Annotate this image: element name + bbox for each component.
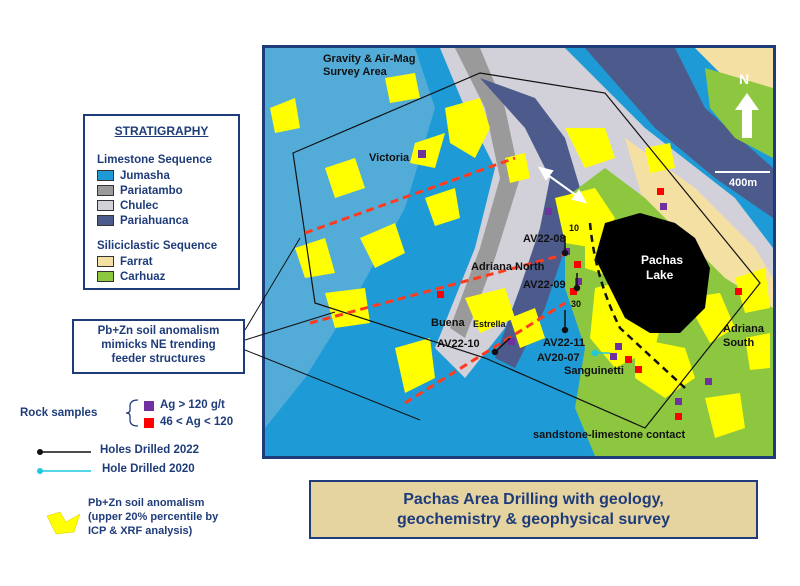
limestone-header: Limestone Sequence [97,154,213,166]
legend-label: Jumasha [120,169,170,182]
av22-09-label: AV22-09 [523,279,566,291]
legend-pariatambo [97,184,183,197]
av22-10-label: AV22-10 [437,338,480,350]
scale-label: 400m [729,177,758,189]
survey-area-label-2: Survey Area [323,66,387,78]
ag-mid-label: 46 < Ag < 120 [160,416,234,428]
ag-mid-swatch [144,418,154,428]
legend-label: Pariahuanca [120,214,189,227]
anomaly-note-line-1: Pb+Zn soil anomalism [97,325,220,337]
adriana-south-label-1: Adriana [723,323,764,335]
estrella-label: Estrella [473,319,506,329]
soil-legend-line-2: (upper 20% percentile by [88,511,219,523]
swatch [97,170,114,181]
map-canvas [265,48,773,456]
swatch [97,185,114,196]
survey-area-label-1: Gravity & Air-Mag [323,53,416,65]
hole-2020-symbol [36,465,96,477]
swatch [97,271,114,282]
adriana-north-label: Adriana North [471,261,545,273]
siliciclastic-header: Siliciclastic Sequence [97,240,218,252]
stratigraphy-legend [83,114,240,290]
soil-anomaly-swatch [44,508,84,538]
holes-2022-label: Holes Drilled 2022 [100,444,200,456]
legend-jumasha [97,169,170,182]
legend-label: Chulec [120,199,159,212]
sanguinetti-label: Sanguinetti [564,365,624,377]
adriana-south-label-2: South [723,337,755,349]
av22-08-label: AV22-08 [523,233,566,245]
geology-map [262,45,776,459]
rock-samples-brace [124,398,144,428]
pachas-lake-label-1: Pachas [641,253,684,267]
soil-legend-line-1: Pb+Zn soil anomalism [88,497,205,509]
legend-chulec [97,199,158,212]
contact-label: sandstone-limestone contact [533,429,686,441]
pachas-lake-label-2: Lake [646,268,674,282]
swatch [97,215,114,226]
ag-high-label: Ag > 120 g/t [160,399,225,411]
swatch [97,200,114,211]
legend-pariahuanca [97,214,188,227]
rock-samples-label: Rock samples [20,407,98,419]
dip-10-label: 10 [569,223,580,233]
anomaly-note [72,319,245,374]
swatch [97,256,114,267]
legend-label: Carhuaz [120,270,166,283]
legend-carhuaz [97,270,165,283]
dip-30-label: 30 [571,299,582,309]
north-label: N [739,71,750,87]
ag-high-swatch [144,401,154,411]
buena-label: Buena [431,317,465,329]
victoria-label: Victoria [369,152,410,164]
caption-line-2: geochemistry & geophysical survey [397,511,670,528]
stratigraphy-title: STRATIGRAPHY [114,124,209,138]
legend-label: Farrat [120,255,153,268]
hole-2020-label: Hole Drilled 2020 [102,463,195,475]
soil-legend-line-3: ICP & XRF analysis) [88,525,193,537]
anomaly-note-line-2: mimicks NE trending [101,339,216,351]
legend-label: Pariatambo [120,184,183,197]
av22-11-label: AV22-11 [543,337,585,349]
anomaly-note-line-3: feeder structures [111,353,206,365]
av20-07-label: AV20-07 [537,352,580,364]
legend-farrat [97,255,153,268]
holes-2022-symbol [36,446,96,458]
caption-line-1: Pachas Area Drilling with geology, [403,491,664,508]
figure-caption [309,480,758,539]
